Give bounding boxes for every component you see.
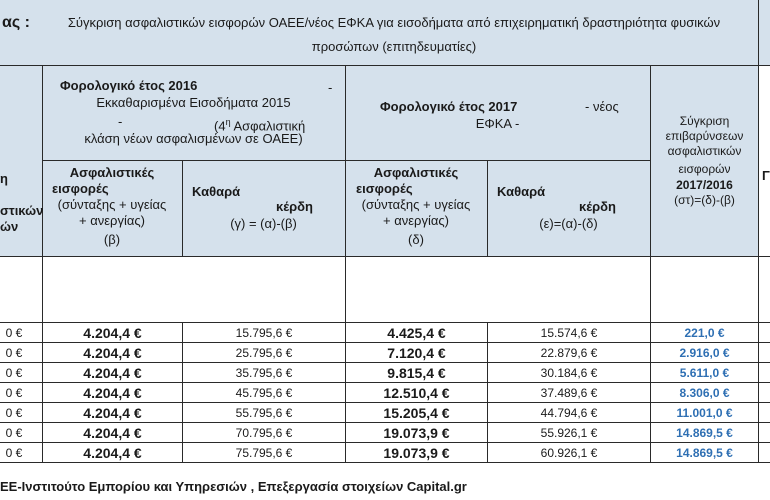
compare-line2: επιβαρύνσεων <box>665 129 744 143</box>
cell-a: 0 € <box>5 386 23 400</box>
cell-b: 4.204,4 € <box>42 343 182 363</box>
col-e-line1: Καθαρά <box>497 184 546 199</box>
vline-2 <box>182 161 183 256</box>
cell-b: 4.204,4 € <box>42 363 182 383</box>
cell-g: 45.795,6 € <box>182 383 345 403</box>
cell-g: 25.795,6 € <box>182 343 345 363</box>
title-right-edge <box>758 0 759 66</box>
spacer-vline-mid <box>345 256 346 322</box>
vline-6 <box>758 66 759 256</box>
row-right-edge <box>758 323 759 343</box>
cell-st: 221,0 € <box>650 323 758 343</box>
table-row <box>0 403 770 423</box>
hline-groups <box>42 160 651 161</box>
col-d-line5: (δ) <box>408 232 424 247</box>
table-title-line2: προσώπων (επιτηδευματίες) <box>311 39 477 54</box>
data-table <box>0 323 770 466</box>
cell-st: 14.869,5 € <box>650 443 758 463</box>
row-right-edge <box>758 443 759 463</box>
hline-header-bottom <box>0 256 770 257</box>
col-g-line2: κέρδη <box>276 199 313 214</box>
group-2016-line2: Εκκαθαρισμένα Εισοδήματα 2015 <box>96 95 291 110</box>
group-2016-line3-dash: - <box>118 114 123 129</box>
cell-st: 11.001,0 € <box>650 403 758 423</box>
group-2016-dash: - <box>328 80 333 95</box>
group-2017-line2: ΕΦΚΑ - <box>475 116 520 131</box>
vline-5 <box>650 66 651 256</box>
left-header-fragment-1: η <box>0 171 8 186</box>
col-d-line1: Ασφαλιστικές <box>373 165 459 180</box>
cell-e: 44.794,6 € <box>487 403 650 423</box>
group-2016-line3-end: Ασφαλιστική <box>233 118 306 134</box>
col-d-line4: + ανεργίας) <box>383 213 449 228</box>
title-band <box>0 0 770 66</box>
cell-e: 60.926,1 € <box>487 443 650 463</box>
left-header-fragment-2: στικών <box>0 203 44 218</box>
cell-b: 4.204,4 € <box>42 323 182 343</box>
col-e-line2: κέρδη <box>579 199 616 214</box>
cell-st: 5.611,0 € <box>650 363 758 383</box>
group-2016-line3-sup: η <box>225 117 231 127</box>
compare-line6: (στ)=(δ)-(β) <box>674 193 735 207</box>
cell-g: 70.795,6 € <box>182 423 345 443</box>
cell-d: 4.425,4 € <box>345 323 487 343</box>
row-right-edge <box>758 403 759 423</box>
col-b-line4: + ανεργίας) <box>79 213 145 228</box>
cell-e: 22.879,6 € <box>487 343 650 363</box>
table-row <box>0 383 770 403</box>
compare-line4: εισφορών <box>678 162 731 176</box>
source-footnote: ΕΕ-Ινστιτούτο Εμπορίου και Υπηρεσιών , Επεξεργασία στοιχείων Capital.gr <box>0 479 467 494</box>
cell-b: 4.204,4 € <box>42 443 182 463</box>
spacer-vline-left <box>42 256 43 322</box>
group-2016-line3-start: (4 <box>214 118 226 134</box>
vline-4 <box>487 161 488 256</box>
cell-b: 4.204,4 € <box>42 383 182 403</box>
table-row <box>0 363 770 383</box>
compare-line5: 2017/2016 <box>676 178 733 192</box>
row-right-edge <box>758 423 759 443</box>
col-b-line2: εισφορές <box>52 181 109 196</box>
cell-a: 0 € <box>5 406 23 420</box>
cell-e: 55.926,1 € <box>487 423 650 443</box>
spacer-vline-right <box>758 256 759 322</box>
cell-d: 7.120,4 € <box>345 343 487 363</box>
cell-d: 19.073,9 € <box>345 423 487 443</box>
col-g-line1: Καθαρά <box>192 184 241 199</box>
cell-st: 14.869,5 € <box>650 423 758 443</box>
cell-g: 15.795,6 € <box>182 323 345 343</box>
table-row <box>0 443 770 463</box>
cell-a: 0 € <box>5 326 23 340</box>
right-edge-fragment: Γ <box>762 168 770 183</box>
cell-a: 0 € <box>5 346 23 360</box>
table-row <box>0 323 770 343</box>
cell-d: 9.815,4 € <box>345 363 487 383</box>
cell-g: 55.795,6 € <box>182 403 345 423</box>
cell-g: 75.795,6 € <box>182 443 345 463</box>
cell-b: 4.204,4 € <box>42 403 182 423</box>
cell-d: 15.205,4 € <box>345 403 487 423</box>
compare-line1: Σύγκριση <box>679 114 730 128</box>
row-right-edge <box>758 363 759 383</box>
compare-line3: ασφαλιστικών <box>667 144 742 158</box>
cell-b: 4.204,4 € <box>42 423 182 443</box>
cell-d: 12.510,4 € <box>345 383 487 403</box>
table-row <box>0 343 770 363</box>
group-2016-line4: κλάση νέων ασφαλισμένων σε ΟΑΕΕ) <box>84 131 303 146</box>
table-row <box>0 423 770 443</box>
cell-a: 0 € <box>5 426 23 440</box>
cell-d: 19.073,9 € <box>345 443 487 463</box>
cell-e: 30.184,6 € <box>487 363 650 383</box>
col-b-line3: (σύνταξης + υγείας <box>57 197 167 212</box>
spacer-vline-cmp <box>650 256 651 322</box>
cell-a: 0 € <box>5 446 23 460</box>
cell-st: 8.306,0 € <box>650 383 758 403</box>
col-b-line5: (β) <box>103 232 121 247</box>
col-g-line3: (γ) = (α)-(β) <box>230 216 297 231</box>
cell-a: 0 € <box>5 366 23 380</box>
col-e-line3: (ε)=(α)-(δ) <box>539 216 598 231</box>
group-2017-title: Φορολογικό έτος 2017 <box>380 99 518 114</box>
title-prefix: ας : <box>2 14 30 31</box>
left-header-fragment-3: ών <box>0 219 19 234</box>
cell-e: 15.574,6 € <box>487 323 650 343</box>
col-d-line2: εισφορές <box>356 181 413 196</box>
cell-e: 37.489,6 € <box>487 383 650 403</box>
col-d-line3: (σύνταξης + υγείας <box>361 197 471 212</box>
group-2017-title-end: - νέος <box>585 99 619 114</box>
cell-g: 35.795,6 € <box>182 363 345 383</box>
col-b-line1: Ασφαλιστικές <box>69 165 155 180</box>
cell-st: 2.916,0 € <box>650 343 758 363</box>
row-right-edge <box>758 343 759 363</box>
table-title-line1: Σύγκριση ασφαλιστικών εισφορών ΟΑΕΕ/νέος ΕΦΚΑ για εισοδήματα από επιχειρηματική δραστηριότητα φυσικών <box>67 15 721 30</box>
group-2016-title: Φορολογικό έτος 2016 <box>60 78 198 93</box>
row-right-edge <box>758 383 759 403</box>
